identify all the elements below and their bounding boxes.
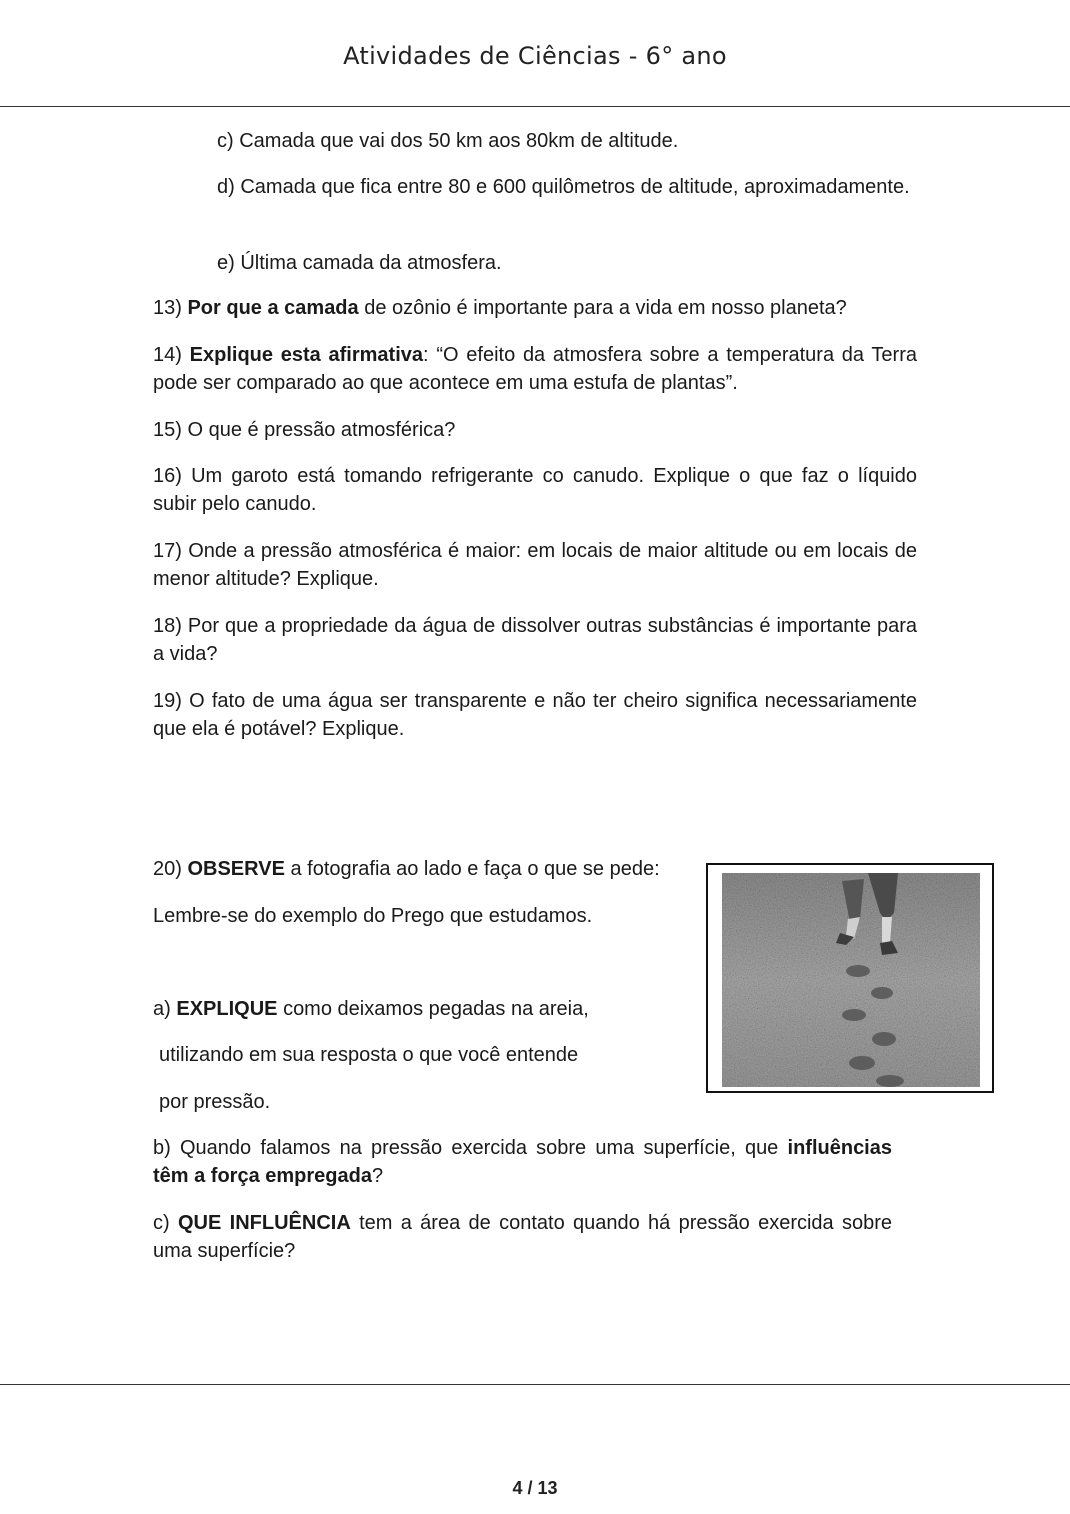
question-13-text: de ozônio é importante para a vida em nosso planeta? xyxy=(364,297,847,319)
question-13-emphasis: Por que a camada xyxy=(187,297,359,319)
question-20b-suffix: ? xyxy=(371,1165,384,1187)
question-20-note: Lembre-se do exemplo do Prego que estudamos. xyxy=(153,905,593,927)
item-e-camada: e) Última camada da atmosfera. xyxy=(217,252,502,274)
question-14 xyxy=(153,341,917,397)
question-18: 18) Por que a propriedade da água de dissolver outras substâncias é importante para a vida? xyxy=(153,615,917,665)
item-c-camada: c) Camada que vai dos 50 km aos 80km de altitude. xyxy=(217,130,679,152)
footer-divider xyxy=(0,1384,1070,1385)
question-20a-line-3: por pressão. xyxy=(159,1091,271,1113)
question-16: 16) Um garoto está tomando refrigerante co canudo. Explique o que faz o líquido subir pelo canudo. xyxy=(153,465,917,515)
question-20a-text: como deixamos pegadas na areia, xyxy=(283,998,589,1020)
question-20a-emphasis: EXPLIQUE xyxy=(176,998,278,1020)
question-20c-text: tem a área de contato quando há pressão exercida sobre uma superfície? xyxy=(153,1212,893,1262)
item-d-camada: d) Camada que fica entre 80 e 600 quilômetros de altitude, aproximadamente. xyxy=(217,176,910,198)
question-13-number: 13) xyxy=(153,297,182,319)
question-20c xyxy=(153,1209,892,1265)
footprints-photo xyxy=(706,863,994,1093)
question-20a-prefix: a) xyxy=(153,998,171,1020)
question-20-number: 20) xyxy=(153,858,182,880)
question-20a-line-2: utilizando em sua resposta o que você entende xyxy=(159,1044,579,1066)
question-14-emphasis: Explique esta afirmativa xyxy=(189,344,424,366)
page-header-title: Atividades de Ciências - 6° ano xyxy=(343,42,727,70)
question-20b-emphasis: influências têm a força empregada xyxy=(153,1137,892,1187)
question-20c-emphasis: QUE INFLUÊNCIA xyxy=(178,1212,351,1234)
question-20-text: a fotografia ao lado e faça o que se pede: xyxy=(290,858,660,880)
question-20-emphasis: OBSERVE xyxy=(187,858,285,880)
question-13 xyxy=(153,294,917,322)
question-20c-prefix: c) xyxy=(153,1212,170,1234)
footprints-in-sand-image xyxy=(722,873,980,1087)
question-14-text: : “O efeito da atmosfera sobre a temperatura da Terra pode ser comparado ao que acontece em uma estufa de plantas”. xyxy=(153,344,917,394)
question-15: 15) O que é pressão atmosférica? xyxy=(153,419,456,441)
header-divider xyxy=(0,106,1070,107)
question-20a xyxy=(153,995,693,1023)
question-14-number: 14) xyxy=(153,344,182,366)
page-number: 4 / 13 xyxy=(512,1478,558,1498)
question-20b-text: b) Quando falamos na pressão exercida sobre uma superfície, que xyxy=(153,1137,779,1159)
question-19: 19) O fato de uma água ser transparente e não ter cheiro significa necessariamente que ela é potável? Explique. xyxy=(153,690,917,740)
question-20 xyxy=(153,855,713,883)
question-20b xyxy=(153,1134,892,1190)
question-17: 17) Onde a pressão atmosférica é maior: em locais de maior altitude ou em locais de menor altitude? Explique. xyxy=(153,540,917,590)
